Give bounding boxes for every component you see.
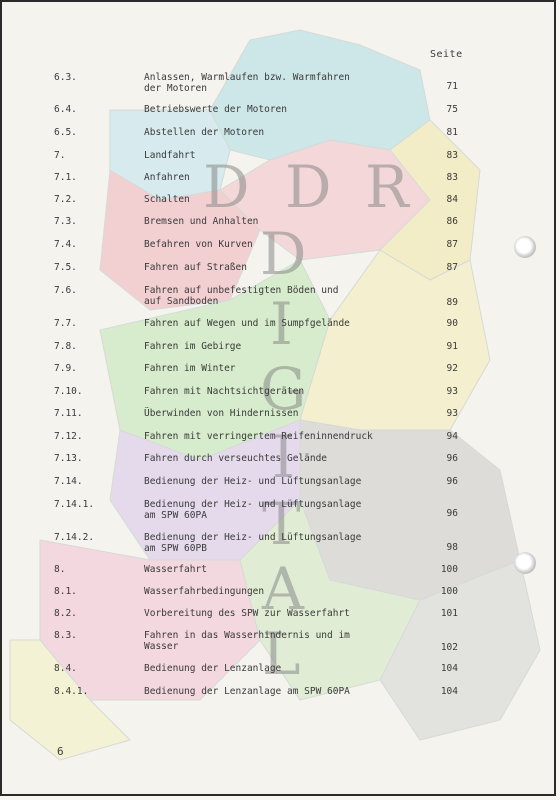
toc-number: 7.2. [54, 194, 77, 205]
toc-page: 102 [440, 642, 458, 653]
toc-number: 7.5. [54, 262, 77, 273]
toc-number: 7.14.2. [54, 532, 95, 543]
toc-number: 6.5. [54, 127, 77, 138]
toc-title: Betriebswerte der Motoren [144, 104, 287, 115]
toc-number: 8. [54, 564, 66, 575]
watermark-letter: I [272, 423, 295, 491]
toc-page: 96 [446, 508, 458, 519]
toc-page: 90 [446, 318, 458, 329]
toc-number: 7.12. [54, 431, 83, 442]
toc-page: 87 [446, 262, 458, 273]
toc-number: 7.14.1. [54, 499, 95, 510]
toc-number: 7.3. [54, 216, 77, 227]
toc-page: 86 [446, 216, 458, 227]
watermark-letter: A [262, 555, 304, 623]
toc-number: 6.4. [54, 104, 77, 115]
toc-page: 87 [446, 239, 458, 250]
toc-number: 7.11. [54, 408, 83, 419]
toc-title: Befahren von Kurven [144, 239, 253, 250]
watermark-letter: D [203, 153, 250, 221]
toc-title: Fahren mit Nachtsichtgeräten [144, 386, 305, 397]
watermark-letter: I [270, 290, 293, 358]
toc-number: 7. [54, 150, 66, 161]
toc-number: 7.8. [54, 341, 77, 352]
watermark-letter: T [262, 490, 301, 558]
toc-page: 104 [440, 686, 458, 697]
footer-page-number: 6 [57, 745, 64, 758]
toc-number: 7.13. [54, 453, 83, 464]
toc-page: 92 [446, 363, 458, 374]
toc-page: 83 [446, 150, 458, 161]
toc-number: 7.1. [54, 172, 77, 183]
toc-page: 94 [446, 431, 458, 442]
toc-number: 7.7. [54, 318, 77, 329]
toc-number: 8.4.1. [54, 686, 89, 697]
toc-number: 6.3. [54, 72, 77, 83]
toc-page: 83 [446, 172, 458, 183]
punch-hole-bottom [514, 552, 536, 574]
watermark-letter: G [260, 355, 307, 423]
toc-title: Fahren im Winter [144, 363, 236, 374]
toc-page: 71 [446, 81, 458, 92]
toc-title: Fahren im Gebirge [144, 341, 242, 352]
watermark-letter: R [365, 153, 409, 221]
toc-page: 81 [446, 127, 458, 138]
toc-title: Bedienung der Lenzanlage am SPW 60PA [144, 686, 350, 697]
toc-page: 84 [446, 194, 458, 205]
toc-number: 7.14. [54, 476, 83, 487]
toc-title: Abstellen der Motoren [144, 127, 265, 138]
toc-page: 75 [446, 104, 458, 115]
watermark-letter: L [262, 620, 301, 688]
toc-number: 8.4. [54, 663, 77, 674]
toc-page: 96 [446, 453, 458, 464]
toc-title: Anlassen, Warmlaufen bzw. Warmfahren der Motoren [144, 72, 350, 94]
toc-title: Vorbereitung des SPW zur Wasserfahrt [144, 608, 350, 619]
page-column-header: Seite [430, 49, 463, 60]
toc-number: 8.3. [54, 630, 77, 641]
toc-title: Wasserfahrt [144, 564, 207, 575]
toc-number: 8.2. [54, 608, 77, 619]
toc-number: 7.6. [54, 285, 77, 296]
toc-number: 7.10. [54, 386, 83, 397]
toc-title: Bedienung der Heiz- und Lüftungsanlage am SPW 60PA [144, 499, 362, 521]
toc-title: Bedienung der Lenzanlage [144, 663, 282, 674]
toc-title: Wasserfahrbedingungen [144, 586, 265, 597]
toc-page: 96 [446, 476, 458, 487]
toc-title: Fahren auf Wegen und im Sumpfgelände [144, 318, 350, 329]
toc-number: 7.4. [54, 239, 77, 250]
toc-title: Bremsen und Anhalten [144, 216, 259, 227]
watermark-letter: D [260, 220, 307, 288]
toc-page: 98 [446, 542, 458, 553]
toc-title: Fahren mit verringertem Reifeninnendruck [144, 431, 373, 442]
toc-number: 8.1. [54, 586, 77, 597]
toc-title: Fahren in das Wasserhindernis und im Wasser [144, 630, 350, 652]
toc-page: 93 [446, 386, 458, 397]
toc-number: 7.9. [54, 363, 77, 374]
toc-title: Schalten [144, 194, 190, 205]
toc-page: 100 [440, 564, 458, 575]
toc-title: Anfahren [144, 172, 190, 183]
toc-title: Fahren auf Straßen [144, 262, 247, 273]
toc-page: 101 [440, 608, 458, 619]
toc-title: Fahren auf unbefestigten Böden und auf Sandboden [144, 285, 339, 307]
toc-page: 100 [440, 586, 458, 597]
toc-title: Fahren durch verseuchtes Gelände [144, 453, 328, 464]
toc-title: Landfahrt [144, 150, 196, 161]
toc-title: Überwinden von Hindernissen [144, 408, 299, 419]
punch-hole-top [514, 236, 536, 258]
toc-page: 89 [446, 297, 458, 308]
watermark-letter: D [285, 153, 332, 221]
toc-title: Bedienung der Heiz- und Lüftungsanlage [144, 476, 362, 487]
toc-title: Bedienung der Heiz- und Lüftungsanlage am SPW 60PB [144, 532, 362, 554]
toc-page: 91 [446, 341, 458, 352]
toc-page: 104 [440, 663, 458, 674]
toc-page: 93 [446, 408, 458, 419]
